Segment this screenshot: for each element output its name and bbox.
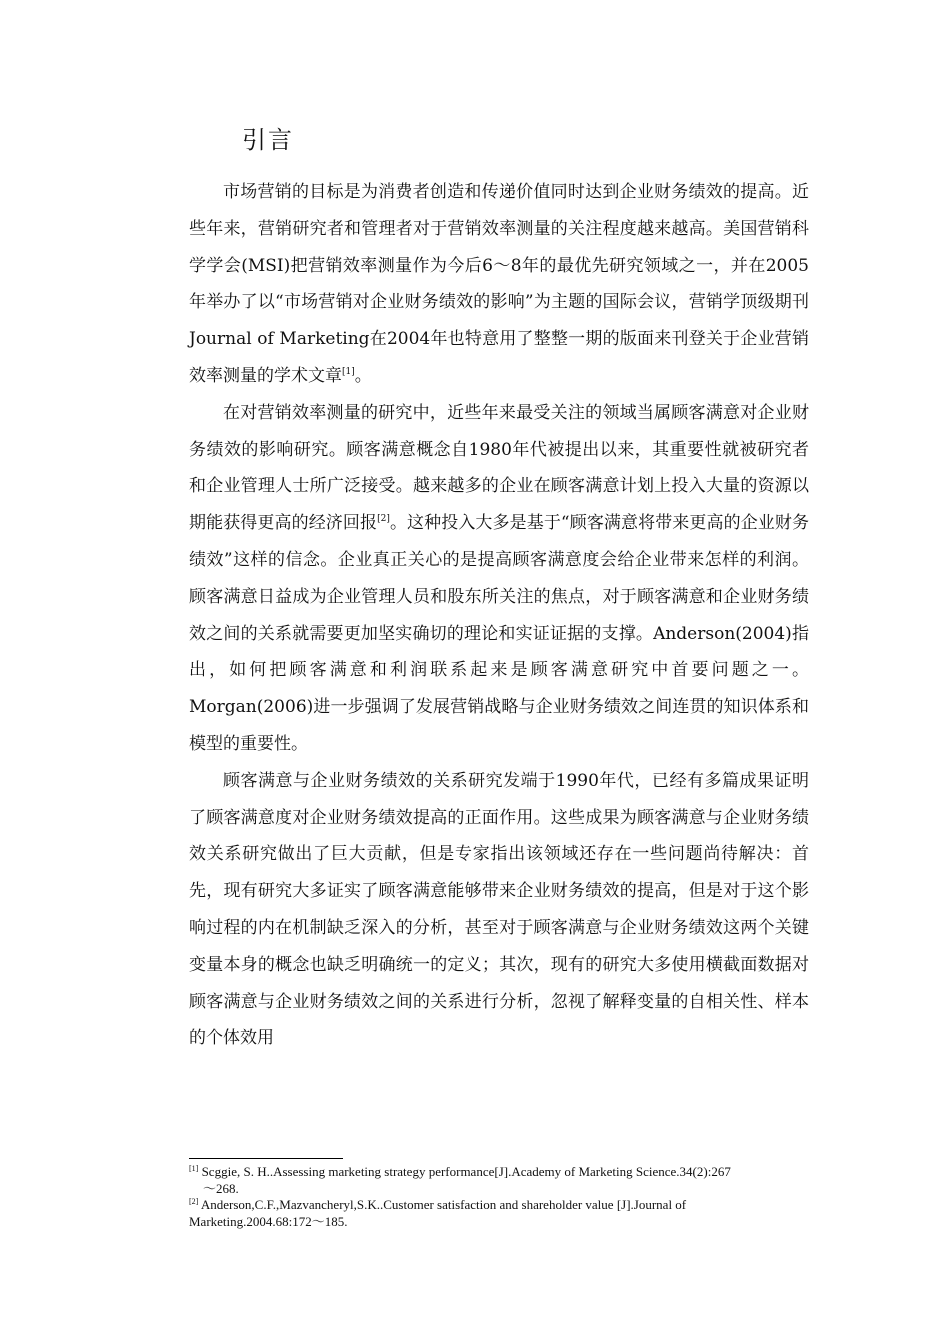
footnote-2-mark: [2] — [189, 1197, 199, 1206]
paragraph-2-text: 在对营销效率测量的研究中，近些年来最受关注的领域当属顾客满意对企业财务绩效的影响研究。顾客满意概念自1980年代被提出以来，其重要性就被研究者和企业管理人士所广泛接受。越来越多的企业在顾客满意计划上投入大量的资源以期能获得更高的经济回报 — [189, 402, 809, 534]
footnote-2 — [189, 1197, 809, 1230]
citation-2[interactable]: [2] — [377, 514, 390, 525]
footnotes — [189, 1164, 809, 1230]
paragraph-2-rest: 。这种投入大多是基于“顾客满意将带来更高的企业财务绩效”这样的信念。企业真正关心的是提高顾客满意度会给企业带来怎样的利润。顾客满意日益成为企业管理人员和股东所关注的焦点，对于顾客满意和企业财务绩效之间的关系就需要更加坚实确切的理论和实证证据的支撑。Anderson(2004)指出，如何把顾客满意和利润联系起来是顾客满意研究中首要问题之一。Morgan(2006)进一步强调了发展营销战略与企业财务绩效之间连贯的知识体系和模型的重要性。 — [189, 513, 809, 754]
footnote-separator — [189, 1158, 343, 1159]
footnote-1-text: Scggie, S. H..Assessing marketing strategy performance[J].Academy of Marketing Science.34(2):267 — [201, 1164, 731, 1179]
paragraph-1-end: 。 — [354, 365, 372, 386]
footnote-1 — [189, 1164, 809, 1181]
body-text — [189, 174, 809, 1057]
paragraph-3-text: 顾客满意与企业财务绩效的关系研究发端于1990年代，已经有多篇成果证明了顾客满意度对企业财务绩效提高的正面作用。这些成果为顾客满意与企业财务绩效关系研究做出了巨大贡献，但是专家指出该领域还存在一些问题尚待解决：首先，现有研究大多证实了顾客满意能够带来企业财务绩效的提高，但是对于这个影响过程的内在机制缺乏深入的分析，甚至对于顾客满意与企业财务绩效这两个关键变量本身的概念也缺乏明确统一的定义；其次，现有的研究大多使用横截面数据对顾客满意与企业财务绩效之间的关系进行分析，忽视了解释变量的自相关性、样本的个体效用 — [189, 770, 809, 1049]
paragraph-1 — [189, 174, 809, 395]
footnote-1-mark: [1] — [189, 1164, 199, 1173]
paragraph-3 — [189, 763, 809, 1057]
section-heading: 引言 — [242, 126, 294, 154]
citation-1[interactable]: [1] — [342, 366, 355, 377]
paragraph-1-text: 市场营销的目标是为消费者创造和传递价值同时达到企业财务绩效的提高。近些年来，营销研究者和管理者对于营销效率测量的关注程度越来越高。美国营销科学学会(MSI)把营销效率测量作为今后6～8年的最优先研究领域之一，并在2005年举办了以“市场营销对企业财务绩效的影响”为主题的国际会议，营销学顶级期刊Journal of Marketing在2004年也特意用了整整一期的版面来刊登关于企业营销效率测量的学术文章 — [189, 182, 809, 386]
paragraph-2 — [189, 395, 809, 763]
footnote-2-text: Anderson,C.F.,Mazvancheryl,S.K..Customer satisfaction and shareholder value [J].Journal of Marketing.2004.68:172～185. — [189, 1197, 687, 1229]
footnote-1-continuation: ～268. — [203, 1180, 239, 1196]
